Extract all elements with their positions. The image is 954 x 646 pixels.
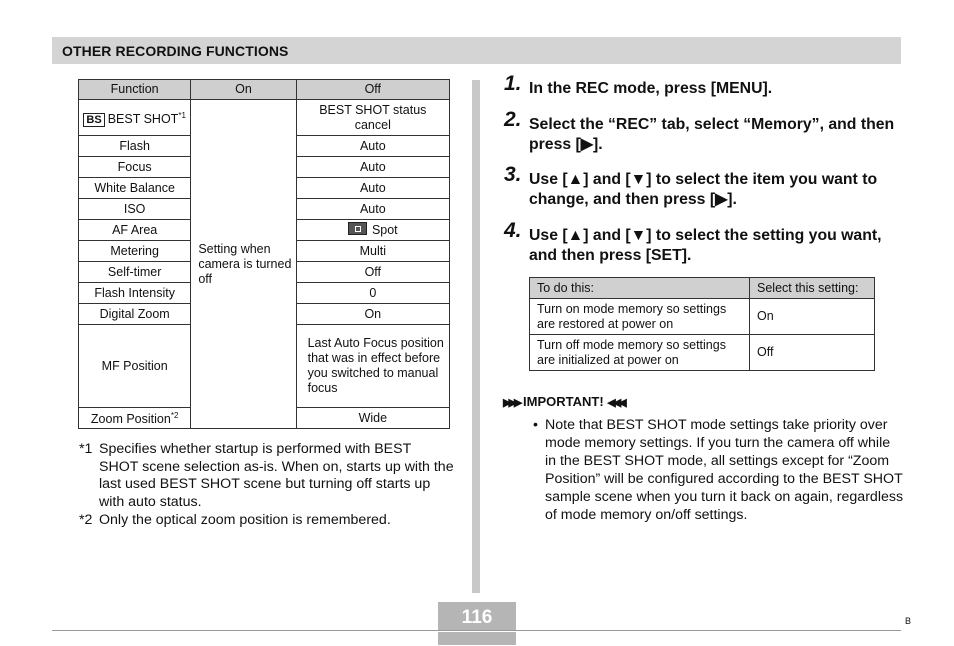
section-title: OTHER RECORDING FUNCTIONS [62, 43, 289, 59]
function-cell: Digital Zoom [79, 304, 191, 325]
on-setting-cell: Setting when camera is turned off [191, 100, 296, 429]
action-cell: Turn on mode memory so settings are restored at power on [530, 299, 750, 335]
setting-cell: Off [750, 335, 875, 371]
column-header: To do this: [530, 278, 750, 299]
settings-table [529, 277, 875, 371]
footer-rule [52, 630, 901, 631]
function-cell: ISO [79, 199, 191, 220]
left-arrows-icon: ◀◀◀ [607, 397, 624, 409]
column-divider [472, 80, 480, 593]
right-arrows-icon: ▶▶▶ [503, 397, 520, 409]
column-header: Select this setting: [750, 278, 875, 299]
section-header [52, 37, 901, 64]
off-setting-cell: Spot [296, 220, 449, 241]
footnote-mark: *1 [79, 441, 93, 457]
footnote-mark: *2 [79, 512, 93, 528]
off-setting-cell: Auto [296, 157, 449, 178]
function-table [78, 79, 450, 429]
important-note: • Note that BEST SHOT mode settings take priority over mode memory settings. If you turn the camera off while in the BEST SHOT mode, all settings except for “Zoom Position” will be configured according to the BEST SHOT sample scene when you turn it back on again, regardless of mode memory on/off settings. [533, 417, 904, 523]
step-number: 4. [504, 219, 522, 242]
column-header: Function [79, 80, 191, 100]
step-number: 1. [504, 72, 522, 95]
off-setting-cell: Auto [296, 199, 449, 220]
page-number-box [438, 602, 516, 645]
function-cell: AF Area [79, 220, 191, 241]
footnote-mark: *1 [178, 110, 186, 120]
corner-mark: B [905, 616, 912, 626]
table-row [530, 299, 875, 335]
setting-cell: On [750, 299, 875, 335]
off-setting-cell: Wide [296, 408, 449, 429]
off-setting-cell: Last Auto Focus position that was in effect before you switched to manual focus [296, 325, 449, 408]
page-number: 116 [461, 607, 493, 628]
step-text: In the REC mode, press [MENU]. [529, 80, 773, 97]
best-shot-icon: BS [83, 113, 104, 127]
step-text: Use [▲] and [▼] to select the item you want to change, and then press [▶]. [529, 171, 878, 208]
off-setting-cell: Auto [296, 178, 449, 199]
function-cell: BS BEST SHOT$^{*1}$ [79, 100, 191, 136]
action-cell: Turn off mode memory so settings are initialized at power on [530, 335, 750, 371]
function-cell: MF Position [79, 325, 191, 408]
function-cell: White Balance [79, 178, 191, 199]
off-setting-cell: Multi [296, 241, 449, 262]
function-cell: Flash Intensity [79, 283, 191, 304]
column-header: On [191, 80, 296, 100]
step-number: 3. [504, 163, 522, 186]
function-cell: Self-timer [79, 262, 191, 283]
function-cell: Zoom Position$^{*2}$ [79, 408, 191, 429]
footnote: *1 Specifies whether startup is performed with BEST SHOT scene selection as-is. When on, starts up with the last used BEST SHOT scene but turning off starts up with auto status. [79, 441, 454, 510]
step-text: Select the “REC” tab, select “Memory”, and then press [▶]. [529, 116, 895, 153]
table-row [530, 335, 875, 371]
footnote-mark: *2 [170, 411, 179, 421]
important-label: IMPORTANT! [523, 394, 604, 409]
function-cell: Metering [79, 241, 191, 262]
step-number: 2. [504, 108, 522, 131]
off-setting-cell: Off [296, 262, 449, 283]
bullet-icon: • [533, 417, 538, 433]
off-setting-cell: Auto [296, 136, 449, 157]
column-header: Off [296, 80, 449, 100]
af-spot-icon [348, 222, 367, 235]
off-setting-cell: On [296, 304, 449, 325]
footnote: *2 Only the optical zoom position is remembered. [79, 512, 391, 528]
footnotes [79, 441, 454, 531]
important-heading [503, 394, 624, 409]
off-setting-cell: BEST SHOT status cancel [296, 100, 449, 136]
function-cell: Flash [79, 136, 191, 157]
off-setting-cell: 0 [296, 283, 449, 304]
step-text: Use [▲] and [▼] to select the setting you want, and then press [SET]. [529, 227, 882, 264]
function-cell: Focus [79, 157, 191, 178]
